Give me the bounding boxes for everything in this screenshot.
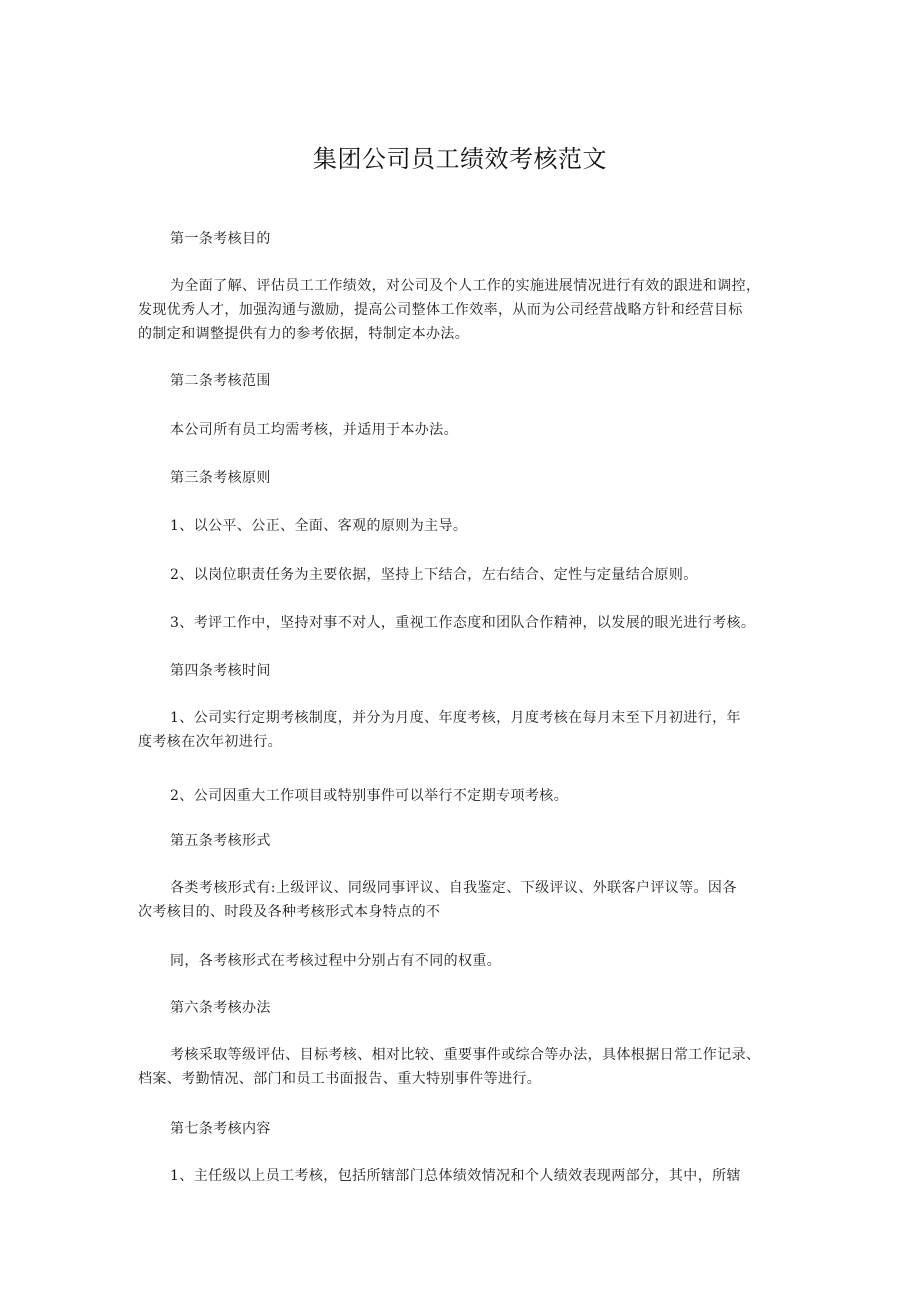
paragraph <box>138 418 790 442</box>
text-line: 次考核目的、时段及各种考核形式本身特点的不 <box>138 904 441 920</box>
text-line: 为全面了解、评估员工工作绩效，对公司及个人工作的实施进展情况进行有效的跟进和调控， <box>170 278 761 294</box>
text-line: 同，各考核形式在考核过程中分别占有不同的权重。 <box>170 953 502 969</box>
section-heading <box>138 466 790 490</box>
section-heading <box>138 227 790 251</box>
text-line: 1、公司实行定期考核制度，并分为月度、年度考核，月度考核在每月末至下月初进行，年 <box>170 710 741 726</box>
section-heading <box>138 659 790 683</box>
text-line: 第六条考核办法 <box>170 1000 271 1016</box>
list-item <box>138 706 790 754</box>
list-item <box>138 611 790 635</box>
text-line: 各类考核形式有:上级评议、同级同事评议、自我鉴定、下级评议、外联客户评议等。因各 <box>170 880 737 896</box>
text-line: 第四条考核时间 <box>170 663 271 679</box>
paragraph <box>138 1043 790 1091</box>
text-line: 第三条考核原则 <box>170 470 271 486</box>
list-item <box>138 514 790 538</box>
text-line: 1、主任级以上员工考核，包括所辖部门总体绩效情况和个人绩效表现两部分，其中，所辖 <box>170 1168 741 1184</box>
paragraph <box>138 949 790 973</box>
text-line: 档案、考勤情况、部门和员工书面报告、重大特别事件等进行。 <box>138 1071 542 1087</box>
section-heading <box>138 369 790 393</box>
text-line: 第二条考核范围 <box>170 373 271 389</box>
list-item <box>138 784 790 808</box>
paragraph <box>138 274 790 346</box>
paragraph <box>138 876 790 924</box>
list-item <box>138 563 790 587</box>
text-line: 的制定和调整提供有力的参考依据，特制定本办法。 <box>138 326 470 342</box>
section-heading <box>138 829 790 853</box>
text-line: 2、以岗位职责任务为主要依据，坚持上下结合，左右结合、定性与定量结合原则。 <box>170 567 698 583</box>
text-line: 3、考评工作中，坚持对事不对人，重视工作态度和团队合作精神，以发展的眼光进行考核。 <box>170 615 756 631</box>
text-line: 度考核在次年初进行。 <box>138 734 282 750</box>
text-line: 第七条考核内容 <box>170 1121 271 1137</box>
text-line: 考核采取等级评估、目标考核、相对比较、重要事件或综合等办法，具体根据日常工作记录、 <box>170 1047 761 1063</box>
document-title: 集团公司员工绩效考核范文 <box>313 145 607 173</box>
text-line: 2、公司因重大工作项目或特别事件可以举行不定期专项考核。 <box>170 788 569 804</box>
text-line: 发现优秀人才，加强沟通与激励，提高公司整体工作效率，从而为公司经营战略方针和经营目标 <box>138 302 743 318</box>
text-line: 第五条考核形式 <box>170 833 271 849</box>
text-line: 1、以公平、公正、全面、客观的原则为主导。 <box>170 518 468 534</box>
text-line: 第一条考核目的 <box>170 231 271 247</box>
section-heading <box>138 1117 790 1141</box>
text-line: 本公司所有员工均需考核，并适用于本办法。 <box>170 422 458 438</box>
section-heading <box>138 996 790 1020</box>
list-item <box>138 1164 790 1188</box>
